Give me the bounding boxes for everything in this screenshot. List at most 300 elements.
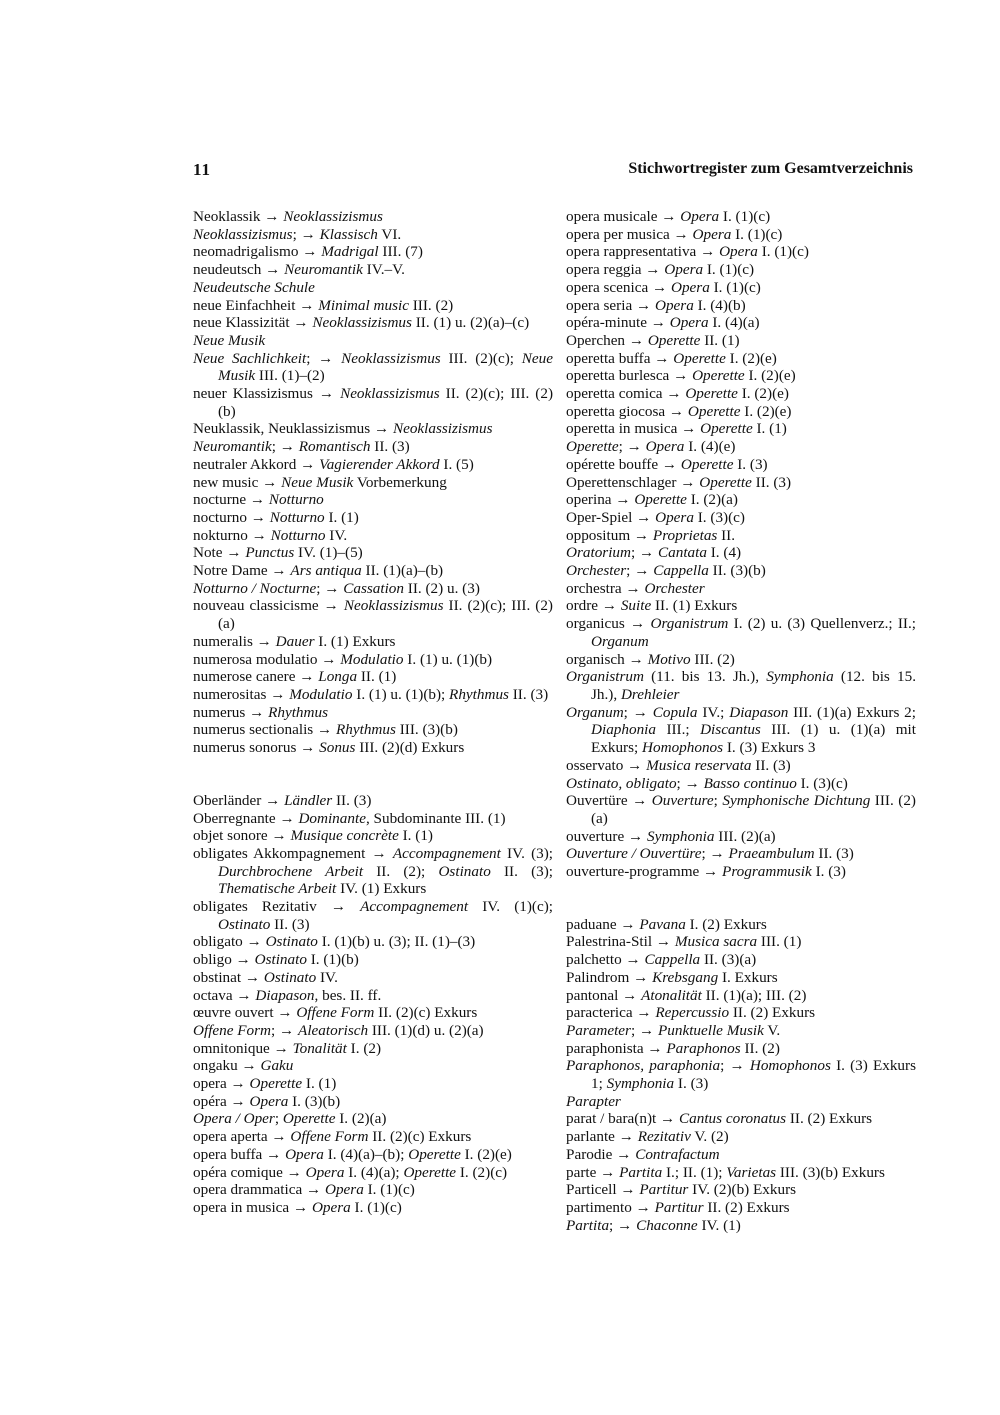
cross-reference-term: Partitur <box>654 1198 704 1216</box>
entry-text: II. (2)(c) Exkurs <box>374 1004 478 1022</box>
index-entry <box>193 332 553 350</box>
index-entry <box>193 1022 553 1040</box>
index-entry <box>566 226 916 244</box>
cross-reference-term: Dominante <box>298 809 366 827</box>
index-entry <box>566 314 916 332</box>
index-entry <box>193 456 553 474</box>
entry-text: neudeutsch → <box>193 261 285 279</box>
entry-text: Palindrom → <box>566 968 653 986</box>
cross-reference-term: Punktuelle Musik <box>657 1021 764 1039</box>
cross-reference-term: Repercussio <box>655 1004 730 1022</box>
index-entry <box>566 509 916 527</box>
cross-reference-term: Operette <box>282 1110 336 1128</box>
cross-reference-term: Organum <box>591 632 649 650</box>
index-entry <box>193 1004 553 1022</box>
cross-reference-term: Drehleier <box>620 685 680 703</box>
entry-text: I. (1)(c) <box>757 243 809 261</box>
entry-text: I. (1) <box>324 508 359 526</box>
index-entry <box>566 951 916 969</box>
cross-reference-term: Klassisch <box>319 225 378 243</box>
index-entry <box>193 1146 553 1164</box>
index-entry <box>193 261 553 279</box>
entry-text: Note → <box>193 544 246 562</box>
cross-reference-term: Romantisch <box>298 438 371 456</box>
index-entry <box>193 1181 553 1199</box>
index-entry <box>193 651 553 669</box>
cross-reference-term: Krebsgang <box>652 968 719 986</box>
entry-text: I. (1)(b) <box>306 951 359 969</box>
index-entry <box>193 420 553 438</box>
index-entry <box>566 297 916 315</box>
entry-text: I. (1) u. (1)(b) <box>403 650 493 668</box>
index-entry <box>566 757 916 775</box>
index-entry <box>566 544 916 562</box>
entry-text: III. (3)(b) Exkurs <box>776 1163 885 1181</box>
index-entry <box>566 261 916 279</box>
index-column-left <box>193 208 553 1217</box>
index-entry <box>566 828 916 846</box>
entry-text: I. (3) <box>733 455 768 473</box>
index-entry <box>193 1093 553 1111</box>
entry-text: ouverture-programme → <box>566 863 723 881</box>
cross-reference-term: Opera <box>692 225 732 243</box>
entry-text: III. (1)–(2) <box>255 367 325 385</box>
index-entry <box>566 845 916 863</box>
entry-text: I. (1)(c) <box>731 225 783 243</box>
entry-text: paraphonista → <box>566 1039 667 1057</box>
index-entry <box>566 597 916 615</box>
cross-reference-term: Opera <box>669 314 709 332</box>
cross-reference-term: Suite <box>620 597 652 615</box>
entry-text: II. (3) <box>332 791 372 809</box>
entry-text: operetta in musica → <box>566 420 701 438</box>
entry-text: II. <box>717 526 736 544</box>
entry-text: opera seria → <box>566 296 655 314</box>
entry-text: III. (2)(d) Exkurs <box>355 739 465 757</box>
cross-reference-term: Diapason <box>255 986 315 1004</box>
page-header <box>193 160 913 184</box>
index-entry <box>193 1110 553 1128</box>
index-entry <box>566 456 916 474</box>
index-entry <box>193 438 553 456</box>
index-entry <box>566 438 916 456</box>
entry-text: I. (3) <box>674 1075 709 1093</box>
index-entry <box>193 739 553 757</box>
cross-reference-term: Paraphonos <box>666 1039 741 1057</box>
cross-reference-term: Ars antiqua <box>290 562 362 580</box>
cross-reference-term: Organum <box>566 703 624 721</box>
entry-text: ; → <box>626 562 654 580</box>
cross-reference-term: Notturno <box>270 526 326 544</box>
cross-reference-term: Neoklassizismus <box>312 314 412 332</box>
entry-text: II. (2) <box>740 1039 780 1057</box>
cross-reference-term: Opera <box>654 296 694 314</box>
entry-text: nocturno → <box>193 508 270 526</box>
entry-text: nocturne → <box>193 491 269 509</box>
entry-text: neue Klassizität → <box>193 314 313 332</box>
cross-reference-term: Operette <box>403 1163 457 1181</box>
cross-reference-term: Operette <box>673 349 726 367</box>
entry-text: operetta comica → <box>566 385 686 403</box>
index-entry <box>566 651 916 669</box>
entry-text: I. (1) Exkurs <box>314 632 396 650</box>
cross-reference-term: Neudeutsche Schule <box>193 278 315 296</box>
cross-reference-term: Rhythmus <box>336 721 396 739</box>
entry-text: numerus → <box>193 703 269 721</box>
entry-text: operetta buffa → <box>566 349 674 367</box>
cross-reference-term: Gaku <box>260 1057 294 1075</box>
entry-text: numerositas → <box>193 685 290 703</box>
cross-reference-term: Cappella <box>653 562 709 580</box>
entry-text: palchetto → <box>566 951 645 969</box>
entry-text: organisch → <box>566 650 648 668</box>
cross-reference-term: Opera <box>664 261 704 279</box>
entry-text: I. (4)(a)–(b); <box>323 1145 409 1163</box>
entry-text: III. (1) <box>757 933 802 951</box>
cross-reference-term: Opera <box>680 208 720 225</box>
index-entry <box>566 403 916 421</box>
entry-text: I.; II. (1); <box>662 1163 727 1181</box>
cross-reference-term: Atonalität <box>641 986 702 1004</box>
entry-text: numerus sonorus → <box>193 739 320 757</box>
index-entry <box>193 544 553 562</box>
entry-text: ; → <box>618 438 646 456</box>
cross-reference-term: Ostinato, obligato <box>566 774 677 792</box>
index-entry <box>566 775 916 793</box>
entry-text: opera rappresentativa → <box>566 243 720 261</box>
entry-text: opéra → <box>193 1092 250 1110</box>
cross-reference-term: Longa <box>318 668 358 686</box>
entry-text: opera buffa → <box>193 1145 286 1163</box>
cross-reference-term: Programmusik <box>722 863 812 881</box>
entry-text: II. (3) <box>814 845 854 863</box>
entry-text: operetta burlesca → <box>566 367 693 385</box>
index-entry <box>193 1199 553 1217</box>
entry-text: Oper-Spiel → <box>566 508 656 526</box>
entry-text: II. (1) <box>700 331 740 349</box>
entry-text: opera drammatica → <box>193 1181 325 1199</box>
entry-text: I. (1) u. (1)(b); <box>352 685 450 703</box>
index-entry <box>193 633 553 651</box>
index-entry <box>566 332 916 350</box>
cross-reference-term: Ostinato <box>254 951 307 969</box>
entry-text: III. (7) <box>378 243 423 261</box>
cross-reference-term: Rhythmus <box>449 685 509 703</box>
cross-reference-term: Opera <box>249 1092 289 1110</box>
entry-text: Ouvertüre → <box>566 792 652 810</box>
cross-reference-term: Accompagnement <box>392 844 501 862</box>
index-entry <box>566 1093 916 1111</box>
cross-reference-term: Chaconne <box>636 1216 698 1234</box>
index-entry <box>566 916 916 934</box>
entry-text: II. (2) u. (3) <box>403 579 480 597</box>
index-entry <box>566 933 916 951</box>
cross-reference-term: Homophonos <box>642 739 724 757</box>
cross-reference-term: Oratorium <box>566 544 631 562</box>
index-entry <box>566 385 916 403</box>
entry-text: I. (3)(c) <box>693 508 745 526</box>
entry-text: ; → <box>316 579 344 597</box>
entry-text: obligates Akkompagnement → <box>193 844 393 862</box>
entry-text: III. (2)(c); <box>440 349 522 367</box>
entry-text: ; → <box>623 703 653 721</box>
index-entry <box>193 1164 553 1182</box>
entry-text: III. (2)(a) <box>714 827 776 845</box>
cross-reference-term: Operette <box>685 385 738 403</box>
entry-text: ; → <box>630 1021 658 1039</box>
entry-text: Vorbemerkung <box>353 473 447 491</box>
cross-reference-term: Modulatio <box>289 685 353 703</box>
cross-reference-term: Copula <box>652 703 698 721</box>
entry-text: neue Einfachheit → <box>193 296 319 314</box>
index-entry <box>193 580 553 598</box>
entry-text: I. (1)(b) u. (3); II. (1)–(3) <box>317 933 476 951</box>
entry-text: I. (2) u. (3) Quellenverz.; II.; <box>728 615 916 633</box>
entry-text: neuer Klassizismus → <box>193 385 341 403</box>
index-entry <box>566 279 916 297</box>
running-title: Stichwortregister zum Gesamtverzeichnis <box>628 160 913 177</box>
cross-reference-term: Notturno / Nocturne <box>193 579 317 597</box>
entry-text: II. (3) <box>751 756 791 774</box>
entry-text: neutraler Akkord → <box>193 455 320 473</box>
entry-text: I. (2) Exkurs <box>685 915 767 933</box>
cross-reference-term: Cappella <box>644 951 701 969</box>
entry-text: opéra comique → <box>193 1163 306 1181</box>
entry-text: III. (1)(d) u. (2)(a) <box>368 1021 484 1039</box>
entry-text: I. (1) <box>398 827 433 845</box>
cross-reference-term: Ouverture <box>651 792 714 810</box>
index-entry <box>193 527 553 545</box>
entry-text: II. (2)(c); III. (2)(a) <box>218 597 553 633</box>
entry-text: IV.–V. <box>362 261 405 279</box>
entry-text: I. (2)(a) <box>335 1110 387 1128</box>
entry-text: I. (1)(c) <box>719 208 771 225</box>
entry-text: II. (2) Exkurs <box>703 1198 790 1216</box>
entry-text: parat / bara(n)t → <box>566 1110 680 1128</box>
entry-text: I. (1)(c) <box>709 278 761 296</box>
entry-text: nokturno → <box>193 526 271 544</box>
index-entry <box>193 1057 553 1075</box>
index-entry <box>193 704 553 722</box>
index-entry <box>566 1040 916 1058</box>
cross-reference-term: Opera <box>719 243 758 261</box>
index-entry <box>566 562 916 580</box>
cross-reference-term: Sonus <box>319 739 356 757</box>
index-entry <box>193 509 553 527</box>
index-entry <box>566 1181 916 1199</box>
entry-text: II. (2)(c) Exkurs <box>368 1128 472 1146</box>
cross-reference-term: Durchbrochene Arbeit <box>218 862 364 880</box>
cross-reference-term: Opera <box>305 1163 345 1181</box>
entry-text: ; → <box>630 544 658 562</box>
index-entry <box>566 350 916 368</box>
index-entry <box>193 208 553 226</box>
entry-text: nouveau classicisme → <box>193 597 344 615</box>
entry-text: pantonal → <box>566 986 642 1004</box>
entry-text: opera scenica → <box>566 278 671 296</box>
entry-text: omnitonique → <box>193 1039 293 1057</box>
index-entry <box>566 580 916 598</box>
page-number: 11 <box>193 160 212 179</box>
entry-text: III. (2)(a) <box>591 792 916 827</box>
cross-reference-term: Symphonische Dichtung <box>722 792 871 810</box>
index-entry <box>566 1146 916 1164</box>
cross-reference-term: Symphonia <box>606 1075 675 1093</box>
entry-text: I. (2)(e) <box>744 367 796 385</box>
cross-reference-term: Homophonos <box>749 1057 831 1075</box>
entry-text: ; → <box>609 1216 637 1234</box>
cross-reference-term: Neuromantik <box>284 261 363 279</box>
entry-text: I. (3)(c) <box>796 774 848 792</box>
entry-text: ongaku → <box>193 1057 261 1075</box>
index-entry <box>566 208 916 226</box>
cross-reference-term: Neuromantik <box>193 438 272 456</box>
entry-text: V. (2) <box>690 1128 729 1146</box>
entry-text: III. (1)(a) Exkurs 2; <box>788 703 916 721</box>
index-entry <box>566 704 916 757</box>
entry-text: I. (2)(e) <box>460 1145 512 1163</box>
entry-text: numerus sectionalis → <box>193 721 336 739</box>
entry-text: II. (3)(a) <box>700 951 757 969</box>
entry-text: opéra-minute → <box>566 314 670 332</box>
entry-text: ; <box>713 792 723 810</box>
index-entry <box>566 527 916 545</box>
cross-reference-term: Operette <box>680 455 734 473</box>
entry-text: neomadrigalismo → <box>193 243 322 261</box>
index-entry <box>193 385 553 420</box>
entry-text: II. (1) u. (2)(a)–(c) <box>411 314 530 332</box>
cross-reference-term: Opera <box>645 438 685 456</box>
entry-text: ; → <box>271 1021 299 1039</box>
entry-text: oppositum → <box>566 526 653 544</box>
entry-text: ; → <box>306 349 342 367</box>
entry-text: II. (2)(c); III. (2)(b) <box>218 385 553 420</box>
entry-text: obligo → <box>193 951 255 969</box>
cross-reference-term: Diapason <box>729 703 789 721</box>
entry-text: I. (1)(c) <box>363 1181 415 1199</box>
cross-reference-term: Cantata <box>658 544 707 562</box>
cross-reference-term: Musique concrète <box>290 827 399 845</box>
index-entry <box>193 668 553 686</box>
index-entry <box>193 597 553 632</box>
cross-reference-term: Partita <box>619 1163 663 1181</box>
cross-reference-term: Modulatio <box>340 650 404 668</box>
entry-text: œuvre ouvert → <box>193 1004 297 1022</box>
entry-text: II. (1)(a); III. (2) <box>701 986 807 1004</box>
index-entry <box>566 420 916 438</box>
entry-text: II. (2); <box>363 862 439 880</box>
cross-reference-term: Parameter <box>566 1021 631 1039</box>
index-entry <box>566 1164 916 1182</box>
entry-text: III.; <box>655 721 701 739</box>
entry-text: objet sonore → <box>193 827 291 845</box>
index-entry <box>566 987 916 1005</box>
entry-text: osservato → <box>566 756 647 774</box>
cross-reference-term: Symphonia <box>646 827 715 845</box>
index-entry <box>566 792 916 827</box>
entry-text: II. (3); <box>490 862 554 880</box>
index-entry <box>566 863 916 881</box>
entry-text: III. (3)(b) <box>395 721 458 739</box>
cross-reference-term: Pavana <box>639 915 686 933</box>
entry-text: II. (3) <box>270 915 310 933</box>
index-entry <box>193 1040 553 1058</box>
cross-reference-term: Neoklassizismus <box>340 385 440 403</box>
entry-text: V. <box>763 1021 781 1039</box>
entry-text: (12. bis 15. Jh.), <box>591 668 917 703</box>
entry-text: ; → <box>292 225 320 243</box>
cross-reference-term: Organistrum <box>650 615 729 633</box>
index-entry <box>193 491 553 509</box>
index-entry <box>566 474 916 492</box>
index-entry <box>193 226 553 244</box>
cross-reference-term: Ostinato <box>438 862 491 880</box>
index-entry <box>566 367 916 385</box>
entry-text: I. (4) <box>706 544 742 562</box>
entry-text: Particell → <box>566 1181 640 1199</box>
cross-reference-term: Vagierender Akkord <box>319 455 440 473</box>
cross-reference-term: Symphonia <box>766 668 834 686</box>
index-entry <box>566 1217 916 1235</box>
cross-reference-term: Operette <box>249 1075 303 1093</box>
index-entry <box>566 1057 916 1092</box>
cross-reference-term: Tonalität <box>292 1039 347 1057</box>
cross-reference-term: Operette <box>634 491 687 509</box>
entry-text: I. (4)(a); <box>344 1163 404 1181</box>
entry-text: numerosa modulatio → <box>193 650 341 668</box>
entry-text: II. (2) Exkurs <box>786 1110 873 1128</box>
entry-text: ; <box>274 1110 283 1128</box>
entry-text: IV. (1)(c); <box>468 898 553 916</box>
entry-text: I. (2)(e) <box>740 402 792 420</box>
entry-text: III. (2) <box>690 650 735 668</box>
cross-reference-term: Operette <box>647 331 701 349</box>
index-entry <box>193 721 553 739</box>
entry-text: IV. (3); <box>500 844 553 862</box>
cross-reference-term: Opera <box>311 1198 351 1216</box>
cross-reference-term: Ostinato <box>218 915 271 933</box>
entry-text: operina → <box>566 491 635 509</box>
index-entry <box>566 1110 916 1128</box>
index-entry <box>193 951 553 969</box>
cross-reference-term: Operette <box>699 473 752 491</box>
cross-reference-term: Musica sacra <box>674 933 758 951</box>
entry-text: opera per musica → <box>566 225 693 243</box>
cross-reference-term: Operette <box>566 438 619 456</box>
cross-reference-term: Varietas <box>726 1163 777 1181</box>
entry-text: I. (1)(c) <box>703 261 755 279</box>
cross-reference-term: Ländler <box>284 791 333 809</box>
cross-reference-term: Ouverture / Ouvertüre <box>566 845 702 863</box>
cross-reference-term: Offene Form <box>193 1021 272 1039</box>
index-entry <box>193 792 553 810</box>
cross-reference-term: Neoklassizismus <box>283 208 383 225</box>
index-entry <box>193 1128 553 1146</box>
entry-text: Neoklassik → <box>193 208 284 225</box>
index-entry <box>193 243 553 261</box>
entry-text: II. (3)(b) <box>708 562 766 580</box>
cross-reference-term: Partitur <box>639 1181 689 1199</box>
entry-text: Operettenschlager → <box>566 473 700 491</box>
cross-reference-term: Aleatorisch <box>298 1021 369 1039</box>
entry-text: I. (3) Exkurs 1; <box>591 1057 916 1093</box>
cross-reference-term: Neue Sachlichkeit <box>193 349 307 367</box>
cross-reference-term: Offene Form <box>296 1004 375 1022</box>
entry-text: IV.; <box>697 703 730 721</box>
entry-text: I. (3) Exkurs 3 <box>723 739 816 757</box>
entry-text: IV. (2)(b) Exkurs <box>688 1181 797 1199</box>
entry-text: paracterica → <box>566 1004 656 1022</box>
